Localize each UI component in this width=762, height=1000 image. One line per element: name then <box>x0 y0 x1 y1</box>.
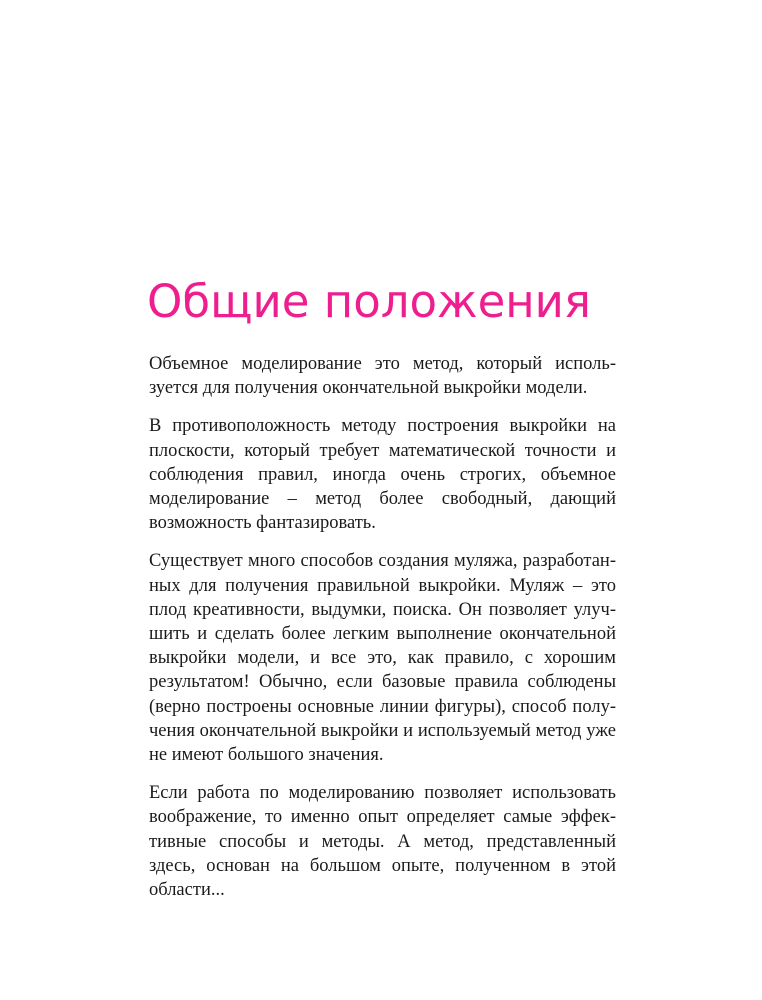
paragraph-3: Существует много способов создания муляжа, разработанных для получения правильной выкройки. Муляж – это плод креативности, выдумки, поиска. Он позволяет улучшить и сделать более легким выполнение окончательной выкройки модели, и все это, как правило, с хорошим результатом! Обычно, если базовые правила соблюдены (верно построены основные линии фигуры), способ получения окончательной выкройки и используемый метод уже не имеют большого значения. <box>149 551 616 766</box>
paragraph-1: Объемное моделирование это метод, который используется для получения окончательной выкройки модели. <box>149 354 616 399</box>
paragraph-2: В противоположность методу построения выкройки на плоскости, который требует математической точности и соблюдения правил, иногда очень строгих, объемное моделирование – метод более свободный, дающий возможность фантазировать. <box>149 416 616 534</box>
body-text <box>149 352 616 916</box>
page-title: Общие положения <box>147 275 592 328</box>
paragraph-4: Если работа по моделированию позволяет использовать воображение, то именно опыт определяет самые эффективные способы и методы. А метод, представленный здесь, основан на большом опыте, полученном в этой области... <box>149 783 616 901</box>
